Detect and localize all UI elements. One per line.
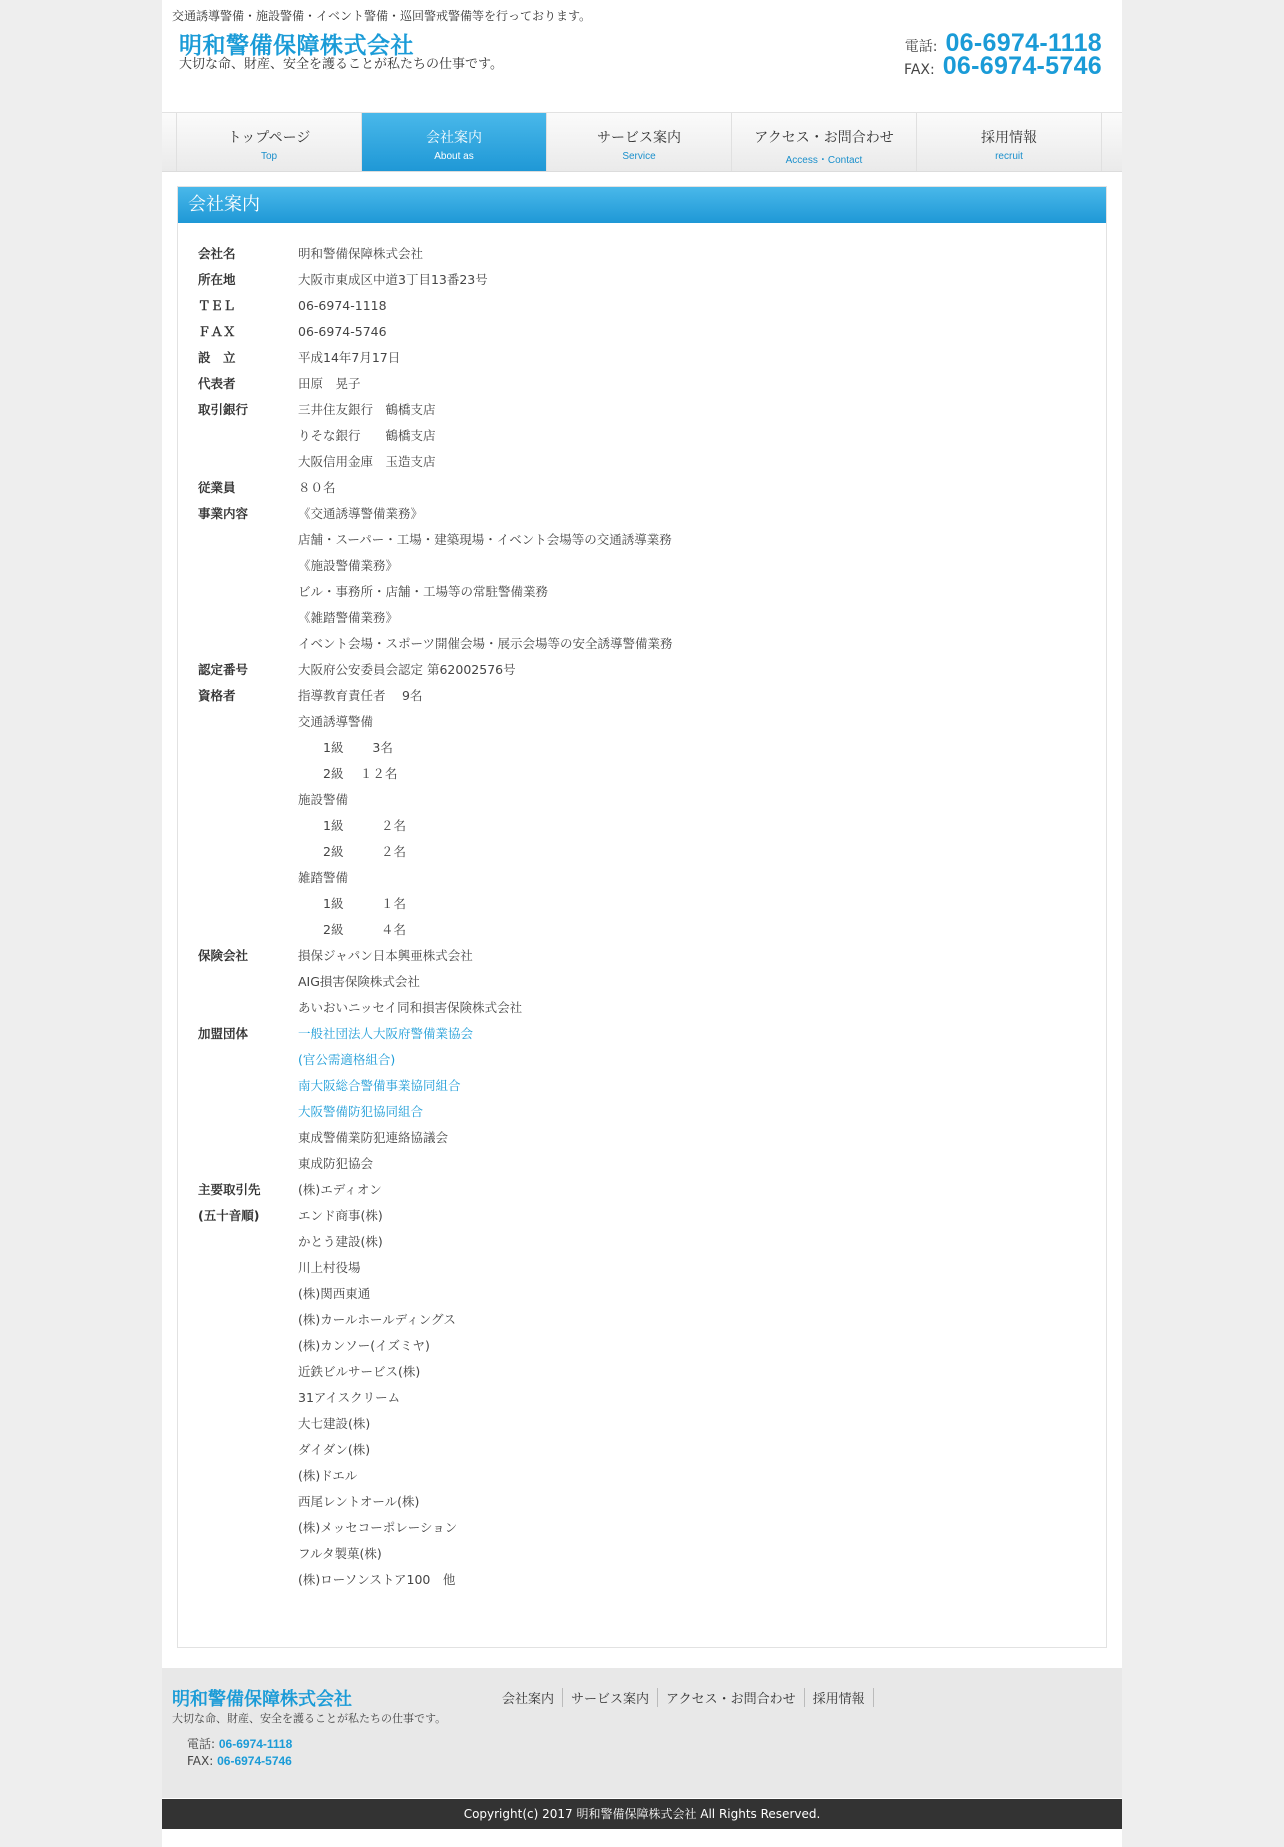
info-value: 施設警備: [298, 792, 349, 807]
info-row: [198, 478, 673, 504]
info-values: [298, 1024, 473, 1180]
footer-tel-number[interactable]: 06-6974-1118: [218, 1737, 293, 1751]
copyright: Copyright(c) 2017 明和警備保障株式会社 All Rights Reserved.: [162, 1799, 1122, 1829]
info-value: 店舗・スーパー・工場・建築現場・イベント会場等の交通誘導業務: [298, 532, 672, 547]
nav-label: 会社案内: [426, 130, 482, 146]
info-key-col: [198, 1180, 298, 1596]
tel-label: 電話:: [904, 39, 938, 55]
info-value: (株)メッセコーポレーション: [298, 1520, 458, 1535]
info-value: 1級 3名: [298, 740, 393, 755]
site-title[interactable]: 明和警備保障株式会社: [179, 33, 414, 59]
info-values: [298, 478, 336, 504]
info-row: [198, 322, 673, 348]
info-key-col: [198, 660, 298, 686]
info-key-col: [198, 686, 298, 946]
info-key: 取引銀行: [198, 402, 249, 417]
info-value: (株)カールホールディングス: [298, 1312, 456, 1327]
info-values: [298, 1180, 457, 1596]
info-value: 《施設警備業務》: [298, 558, 399, 573]
info-value: 平成14年7月17日: [298, 350, 401, 365]
info-row: [198, 1024, 673, 1180]
info-value: 西尾レントオール(株): [298, 1494, 420, 1509]
nav-sublabel: recruit: [995, 151, 1023, 162]
info-key: 従業員: [198, 480, 236, 495]
footer-nav-about[interactable]: 会社案内: [494, 1688, 563, 1707]
info-value: 指導教育責任者 9名: [298, 688, 423, 703]
info-value: 大阪市東成区中道3丁目13番23号: [298, 272, 488, 287]
nav-item-about[interactable]: [361, 113, 546, 171]
nav-sublabel: Service: [622, 151, 656, 162]
page-wrapper: [162, 0, 1122, 1847]
info-value: 大阪府公安委員会認定 第62002576号: [298, 662, 516, 677]
info-key-col: [198, 504, 298, 660]
info-value: 大七建設(株): [298, 1416, 371, 1431]
info-key-col: [198, 322, 298, 348]
nav-label: トップページ: [227, 130, 311, 146]
info-key: 保険会社: [198, 948, 249, 963]
footer-fax-label: FAX:: [187, 1754, 214, 1768]
info-key: 会社名: [198, 246, 236, 261]
info-key: ＦＡＸ: [198, 324, 236, 339]
info-value: 交通誘導警備: [298, 714, 374, 729]
nav-sublabel: Access・Contact: [785, 155, 863, 166]
tel-number[interactable]: 06-6974-1118: [945, 29, 1102, 57]
info-row: [198, 504, 673, 660]
nav-sublabel: About as: [434, 151, 474, 162]
info-key-col: [198, 244, 298, 270]
info-key: 代表者: [198, 376, 236, 391]
info-key-col: [198, 478, 298, 504]
member-org-link[interactable]: 一般社団法人大阪府警備業協会: [298, 1026, 474, 1041]
info-row: [198, 270, 673, 296]
info-values: [298, 374, 361, 400]
info-value: フルタ製菓(株): [298, 1546, 382, 1561]
info-row: [198, 374, 673, 400]
info-value: 06-6974-1118: [298, 298, 387, 313]
info-value: あいおいニッセイ同和損害保険株式会社: [298, 1000, 523, 1015]
info-value: ８０名: [298, 480, 336, 495]
info-key-col: [198, 946, 298, 1024]
info-values: [298, 270, 488, 296]
nav-item-top[interactable]: [176, 113, 361, 171]
info-value: 1級 ２名: [298, 818, 406, 833]
info-value: かとう建設(株): [298, 1234, 383, 1249]
info-value: AIG損害保険株式会社: [298, 974, 420, 989]
info-key: 所在地: [198, 272, 236, 287]
info-key: 認定番号: [198, 662, 249, 677]
info-values: [298, 322, 387, 348]
footer: [162, 1668, 1122, 1798]
fax-label: FAX:: [904, 62, 935, 78]
info-value: 三井住友銀行 鶴橋支店: [298, 402, 436, 417]
info-value: 1級 １名: [298, 896, 406, 911]
info-key: ＴＥＬ: [198, 298, 236, 313]
info-key-col: [198, 400, 298, 478]
footer-fax-number: 06-6974-5746: [217, 1754, 292, 1768]
info-value: イベント会場・スポーツ開催会場・展示会場等の安全誘導警備業務: [298, 636, 673, 651]
info-value: 損保ジャパン日本興亜株式会社: [298, 948, 473, 963]
footer-site-title[interactable]: 明和警備保障株式会社: [172, 1689, 352, 1710]
info-row: [198, 660, 673, 686]
footer-nav-access[interactable]: アクセス・お問合わせ: [658, 1688, 805, 1707]
info-value: 31アイスクリーム: [298, 1390, 401, 1405]
info-row: [198, 946, 673, 1024]
nav-item-access[interactable]: [731, 113, 916, 171]
nav-label: アクセス・お問合わせ: [754, 130, 894, 146]
info-row: [198, 348, 673, 374]
info-values: [298, 400, 436, 478]
info-values: [298, 504, 673, 660]
info-values: [298, 296, 387, 322]
info-value: エンド商事(株): [298, 1208, 383, 1223]
info-key-col: [198, 1024, 298, 1180]
info-value: 東成防犯協会: [298, 1156, 374, 1171]
nav-label: サービス案内: [597, 130, 681, 146]
company-info-table: [198, 244, 673, 1596]
nav-label: 採用情報: [981, 130, 1037, 146]
info-value: 田原 晃子: [298, 376, 361, 391]
info-key-col: [198, 296, 298, 322]
info-values: [298, 244, 423, 270]
member-org-link[interactable]: 南大阪総合警備事業協同組合: [298, 1078, 461, 1093]
footer-site-subtitle: 大切な命、財産、安全を護ることが私たちの仕事です。: [172, 1712, 447, 1725]
nav-sublabel: Top: [260, 151, 278, 162]
info-value: (株)ローソンストア100 他: [298, 1572, 456, 1587]
info-key-note: (五十音順): [198, 1208, 260, 1223]
info-value: 近鉄ビルサービス(株): [298, 1364, 421, 1379]
info-key: 加盟団体: [198, 1026, 249, 1041]
info-value: 2級 ２名: [298, 844, 406, 859]
header-tagline: 交通誘導警備・施設警備・イベント警備・巡回警戒警備等を行っております。: [172, 9, 592, 23]
member-org-link[interactable]: (官公需適格組合): [298, 1052, 396, 1067]
info-values: [298, 348, 400, 374]
fax-number: 06-6974-5746: [942, 52, 1102, 80]
info-key-col: [198, 270, 298, 296]
footer-nav-recruit[interactable]: 採用情報: [805, 1688, 874, 1707]
info-value: (株)カンソー(イズミヤ): [298, 1338, 430, 1353]
site-subtitle: 大切な命、財産、安全を護ることが私たちの仕事です。: [179, 57, 503, 72]
info-key-col: [198, 348, 298, 374]
info-value: 2級 ４名: [298, 922, 406, 937]
info-value: 2級 １２名: [298, 766, 398, 781]
info-row: [198, 400, 673, 478]
nav-item-recruit[interactable]: [916, 113, 1102, 171]
footer-nav: [494, 1688, 874, 1707]
info-value: (株)エディオン: [298, 1182, 382, 1197]
footer-tel-label: 電話:: [187, 1737, 216, 1751]
info-value: 《交通誘導警備業務》: [298, 506, 424, 521]
nav-item-service[interactable]: [546, 113, 731, 171]
info-value: ビル・事務所・店舗・工場等の常駐警備業務: [298, 584, 549, 599]
member-org-link[interactable]: 大阪警備防犯協同組合: [298, 1104, 424, 1119]
info-values: [298, 946, 522, 1024]
info-value: 06-6974-5746: [298, 324, 387, 339]
info-row: [198, 686, 673, 946]
info-value: (株)ドエル: [298, 1468, 358, 1483]
footer-fax: [187, 1754, 292, 1768]
info-values: [298, 686, 422, 946]
info-value: 雑踏警備: [298, 870, 349, 885]
info-value: 大阪信用金庫 玉造支店: [298, 454, 436, 469]
info-value: 《雑踏警備業務》: [298, 610, 399, 625]
info-values: [298, 660, 516, 686]
footer-nav-service[interactable]: サービス案内: [563, 1688, 658, 1707]
info-row: [198, 296, 673, 322]
page-title: 会社案内: [178, 187, 1106, 223]
info-key: 事業内容: [198, 506, 249, 521]
header-fax: [904, 52, 1102, 81]
info-key-col: [198, 374, 298, 400]
info-key: 設 立: [198, 350, 236, 365]
content-box: [177, 186, 1107, 1648]
info-value: (株)関西東通: [298, 1286, 371, 1301]
info-key: 主要取引先: [198, 1182, 261, 1197]
info-value: りそな銀行 鶴橋支店: [298, 428, 436, 443]
info-value: 川上村役場: [298, 1260, 361, 1275]
info-value: 明和警備保障株式会社: [298, 246, 424, 261]
info-value: 東成警備業防犯連絡協議会: [298, 1130, 449, 1145]
info-row: [198, 1180, 673, 1596]
info-key: 資格者: [198, 688, 236, 703]
info-row: [198, 244, 673, 270]
footer-tel: [187, 1735, 292, 1752]
main-nav: [162, 112, 1122, 172]
info-value: ダイダン(株): [298, 1442, 371, 1457]
